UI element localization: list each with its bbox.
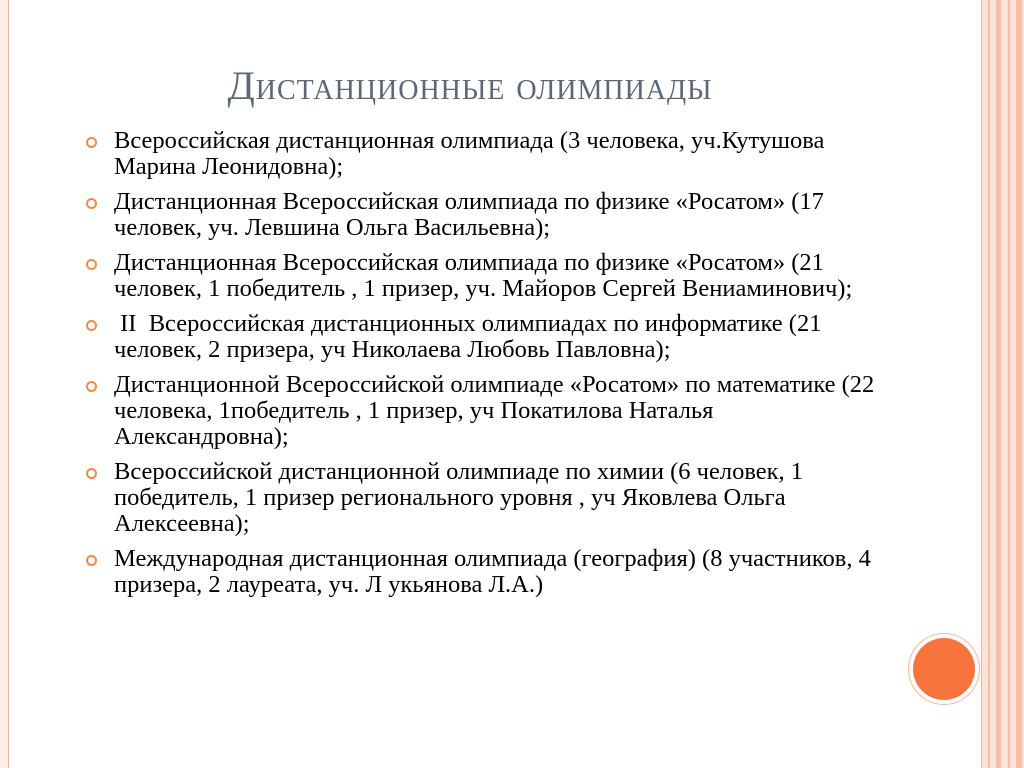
list-item xyxy=(86,311,886,363)
decorative-stripes xyxy=(982,0,1024,768)
slide-title: Дистанционные олимпиады xyxy=(227,63,713,108)
bullet-icon xyxy=(86,259,97,270)
list-item-text: Всероссийская дистанционная олимпиада (3 человека, уч.Кутушова Марина Леонидовна); xyxy=(114,127,825,180)
bullet-icon xyxy=(86,468,97,479)
list-item-text: II Всероссийская дистанционных олимпиадах по информатике (21 человек, 2 призера, уч Николаева Любовь Павловна); xyxy=(114,310,828,363)
list-item-text: Дистанционная Всероссийская олимпиада по физике «Росатом» (21 человек, 1 победитель , 1 призер, уч. Майоров Сергей Вениаминович); xyxy=(114,249,853,302)
bullet-icon xyxy=(86,381,97,392)
list-item-text: Дистанционной Всероссийской олимпиаде «Росатом» по математике (22 человека, 1победитель , 1 призер, уч Покатилова Наталья Александровна); xyxy=(114,371,875,450)
list-item xyxy=(86,250,886,302)
bullet-list xyxy=(86,128,886,607)
list-item xyxy=(86,546,886,598)
bullet-icon xyxy=(86,320,97,331)
decorative-circle-icon xyxy=(913,638,975,700)
bullet-icon xyxy=(86,198,97,209)
list-item-text: Международная дистанционная олимпиада (география) (8 участников, 4 призера, 2 лауреата, уч. Л укьянова Л.А.) xyxy=(114,545,871,598)
list-item-text: Дистанционная Всероссийская олимпиада по физике «Росатом» (17 человек, уч. Левшина Ольга Васильевна); xyxy=(114,188,824,241)
bullet-icon xyxy=(86,555,97,566)
list-item xyxy=(86,372,886,450)
list-item xyxy=(86,128,886,180)
list-item-text: Всероссийской дистанционной олимпиаде по химии (6 человек, 1 победитель, 1 призер регионального уровня , уч Яковлева Ольга Алексеевна); xyxy=(114,458,804,537)
list-item xyxy=(86,189,886,241)
bullet-icon xyxy=(86,137,97,148)
list-item xyxy=(86,459,886,537)
